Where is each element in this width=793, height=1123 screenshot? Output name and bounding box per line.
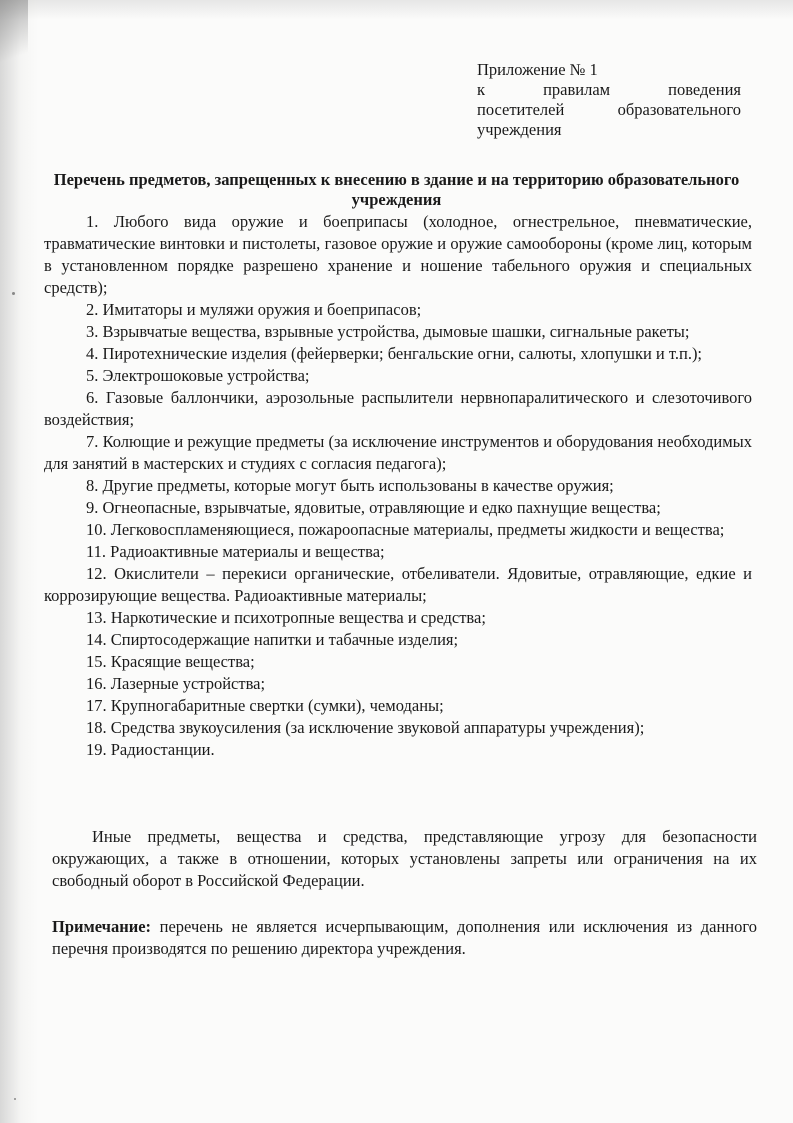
list-item: 10. Легковоспламеняющиеся, пожароопасные материалы, предметы жидкости и вещества; [86,520,725,539]
list-item: 9. Огнеопасные, взрывчатые, ядовитые, отравляющие и едко пахнущие вещества; [86,498,661,517]
list-item: 4. Пиротехнические изделия (фейерверки; бенгальские огни, салюты, хлопушки и т.п.); [86,344,703,363]
scan-shadow-top [0,0,793,20]
list-item: 3. Взрывчатые вещества, взрывные устройства, дымовые шашки, сигнальные ракеты; [86,322,690,341]
list-item: 15. Красящие вещества; [86,652,255,671]
list-item: 6. Газовые баллончики, аэрозольные распылители нервнопаралитического и слезоточивого воздействия; [44,388,752,429]
list-item: 1. Любого вида оружие и боеприпасы (холодное, огнестрельное, пневматические, травматические винтовки и пистолеты, газовое оружие и оружие самообороны (кроме лиц, которым в установленном порядке разрешено хранение и ношение табельного оружия и специальных средств); [44,212,752,297]
appendix-number: Приложение № 1 [477,60,598,79]
list-item: 14. Спиртосодержащие напитки и табачные изделия; [86,630,459,649]
scan-speck [14,1098,16,1100]
document-title: Перечень предметов, запрещенных к внесению в здание и на территорию образовательного учреждения [53,170,740,209]
closing-text: Иные предметы, вещества и средства, представляющие угрозу для безопасности окружающих, а также в отношении, которых установлены запреты или ограничения на их свободный оборот в Российской Федерации. [52,827,757,890]
list-item: 8. Другие предметы, которые могут быть использованы в качестве оружия; [86,476,614,495]
closing-paragraph [52,826,757,892]
list-item: 5. Электрошоковые устройства; [86,366,310,385]
list-item: 18. Средства звукоусиления (за исключение звуковой аппаратуры учреждения); [86,718,645,737]
note-label: Примечание: [52,917,152,936]
list-item: 17. Крупногабаритные свертки (сумки), чемоданы; [86,696,444,715]
list-item: 7. Колющие и режущие предметы (за исключение инструментов и оборудования необходимых для занятий в мастерских и студиях с согласия педагога); [44,432,752,473]
note-paragraph [52,916,757,960]
list-item: 16. Лазерные устройства; [86,674,266,693]
scan-corner [0,0,28,80]
list-item: 12. Окислители – перекиси органические, отбеливатели. Ядовитые, отравляющие, едкие и коррозирующие вещества. Радиоактивные материалы; [44,564,752,605]
scan-speck [12,292,15,295]
appendix-header [477,60,741,140]
prohibited-items-list [44,211,752,761]
list-item: 11. Радиоактивные материалы и вещества; [86,542,385,561]
note-text: перечень не является исчерпывающим, дополнения или исключения из данного перечня производятся по решению директора учреждения. [52,917,757,958]
appendix-line: посетителей образовательного [477,100,741,119]
appendix-line: к правилам поведения [477,80,741,99]
list-item: 2. Имитаторы и муляжи оружия и боеприпасов; [86,300,422,319]
scan-shadow [0,0,38,1123]
appendix-line: учреждения [477,120,562,139]
list-item: 19. Радиостанции. [86,740,215,759]
list-item: 13. Наркотические и психотропные вещества и средства; [86,608,486,627]
